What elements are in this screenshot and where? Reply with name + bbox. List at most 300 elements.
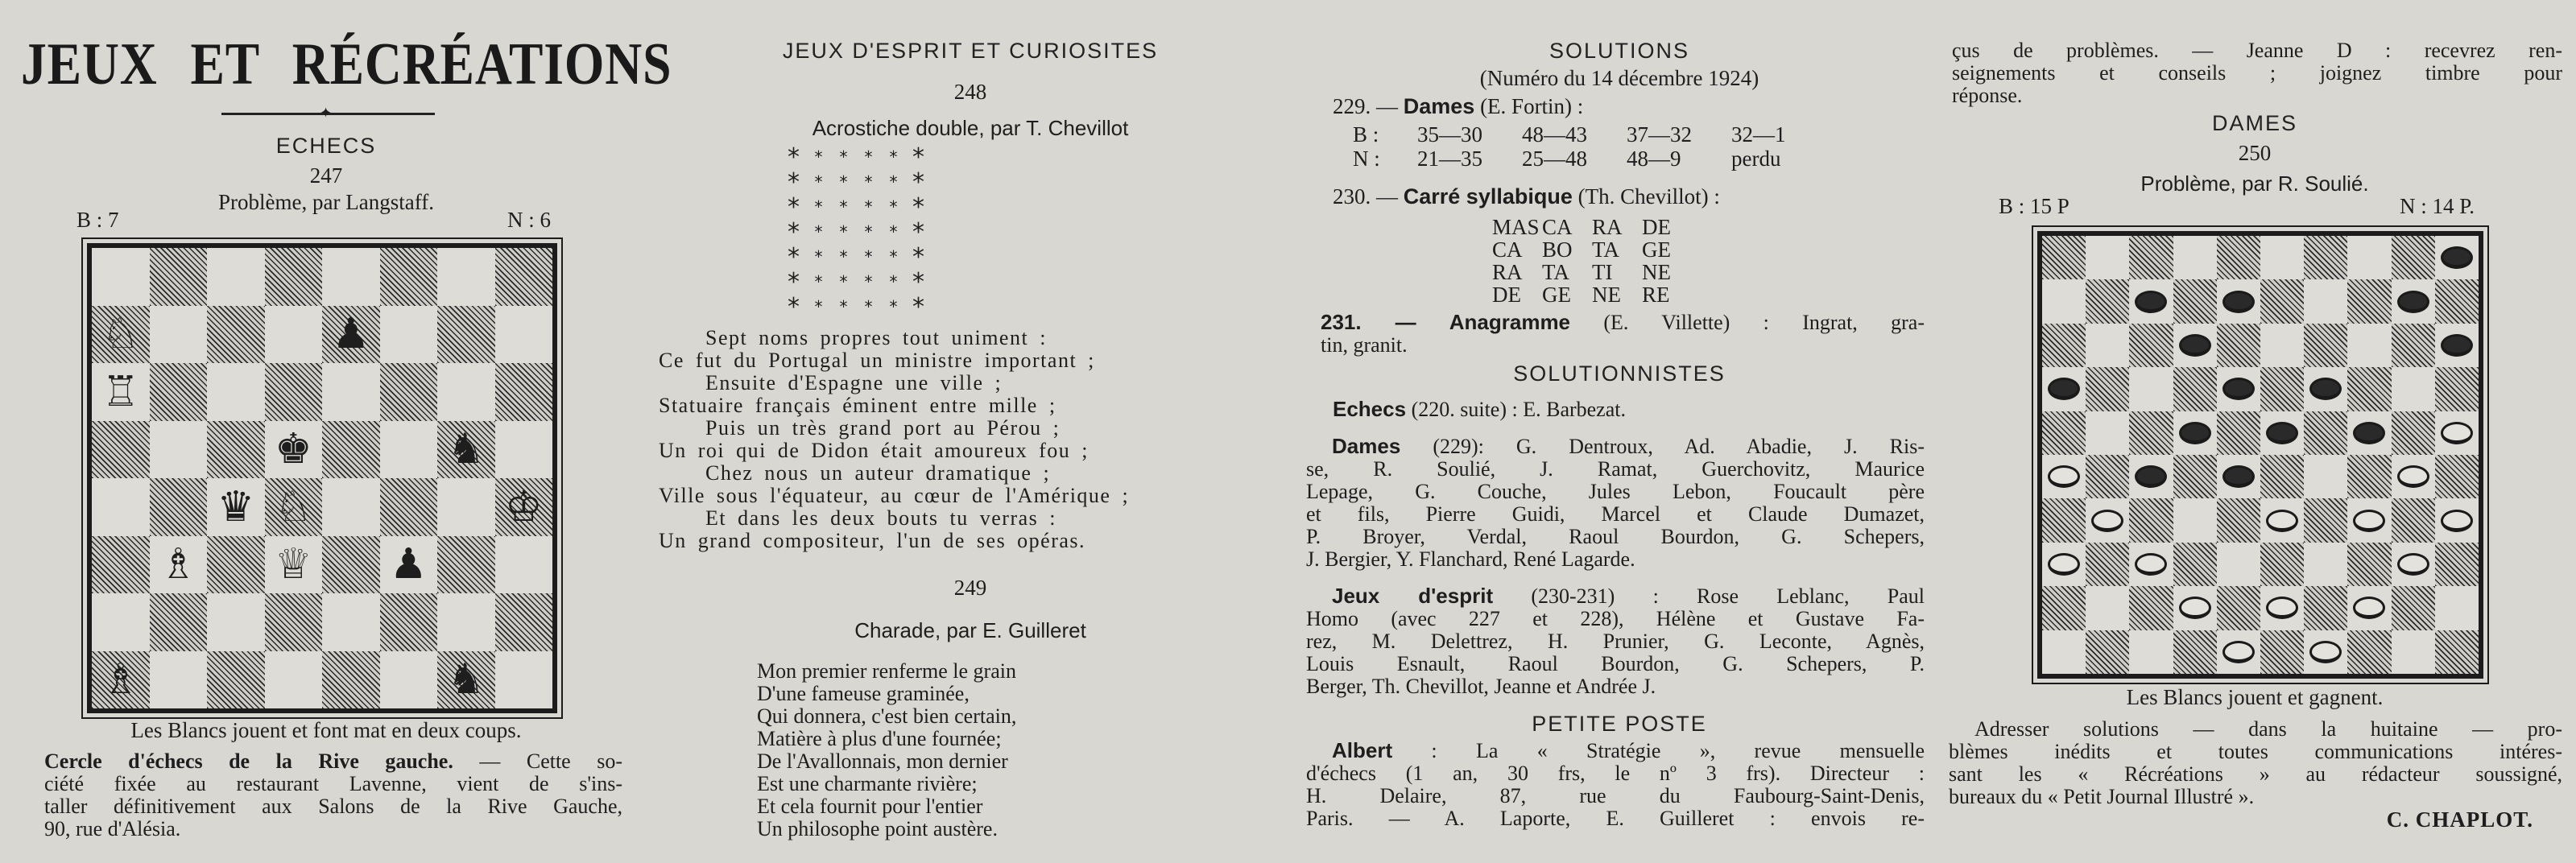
white-bishop-icon: ♗	[159, 540, 197, 589]
acrostic-star-icon: *	[839, 247, 848, 266]
draughts-square	[2304, 367, 2347, 411]
draughts-square	[2129, 236, 2173, 279]
acrostic-star-icon: *	[788, 243, 800, 271]
line-text: tin, granit.	[1321, 333, 1408, 357]
chess-square-e3	[322, 536, 380, 594]
chess-square-c8	[207, 248, 265, 306]
text-line	[1306, 807, 1925, 830]
white-checker-icon	[2048, 553, 2080, 576]
line-text: ciété fixée au restaurant Lavenne, vient de s'ins-	[44, 772, 622, 795]
black-checker-icon	[2135, 291, 2167, 313]
chess-square-f1	[380, 651, 438, 709]
draughts-square	[2435, 411, 2479, 455]
acrostic-poem	[659, 327, 1129, 552]
black-checker-icon	[2397, 291, 2429, 313]
line-text: : La « Stratégie », revue mensuelle	[1392, 739, 1925, 762]
line-text: 90, rue d'Alésia.	[44, 817, 181, 840]
draughts-square	[2304, 586, 2347, 630]
draughts-square	[2086, 279, 2129, 323]
syllable-cell: NE	[1642, 260, 1671, 284]
chess-square-d4	[265, 478, 323, 536]
draughts-square	[2173, 367, 2217, 411]
text-line	[757, 683, 1016, 705]
white-checker-icon	[2091, 510, 2123, 532]
chess-square-f5	[380, 421, 438, 479]
black-checker-icon	[2266, 422, 2298, 444]
poem-line: Un roi qui de Didon était amoureux fou ;	[659, 439, 1090, 462]
text-line	[1306, 630, 1925, 653]
white-knight-icon: ♘	[101, 310, 140, 359]
black-king-icon: ♚	[274, 425, 312, 474]
syllable-cell: RA	[1592, 215, 1623, 239]
draughts-square	[2304, 411, 2347, 455]
acrostic-star-icon: *	[839, 147, 848, 167]
acrostic-star-icon: *	[839, 172, 848, 192]
line-text: (230-231) : Rose Leblanc, Paul	[1493, 584, 1925, 608]
text-line	[1306, 675, 1925, 698]
white-checker-icon	[2309, 641, 2342, 663]
chess-caption: Les Blancs jouent et font mat en deux coups.	[130, 718, 522, 742]
syllable-cell: MAS	[1492, 215, 1540, 239]
solvers-echecs	[1333, 398, 1626, 421]
draughts-square	[2129, 630, 2173, 674]
line-text: Adresser solutions — dans la huitaine — pro-	[1974, 717, 2562, 741]
draughts-square	[2086, 236, 2129, 279]
black-knight-icon: ♞	[447, 425, 486, 474]
chess-square-a8	[92, 248, 150, 306]
esprit-heading: JEUX D'ESPRIT ET CURIOSITES	[782, 39, 1159, 63]
chess-square-d2	[265, 593, 323, 651]
draughts-square	[2304, 279, 2347, 323]
echecs-number: 247	[309, 163, 343, 188]
draughts-square	[2435, 630, 2479, 674]
acrostic-star-icon: *	[839, 222, 848, 242]
chess-square-e4	[322, 478, 380, 536]
echecs-heading: ECHECS	[275, 134, 377, 158]
white-checker-icon	[2222, 641, 2255, 663]
echecs-white-count: B : 7	[76, 208, 119, 232]
white-checker-icon	[2397, 465, 2429, 488]
solution-231	[1321, 311, 1925, 357]
text-line	[1321, 334, 1925, 357]
acrostic-star-icon: *	[912, 218, 924, 246]
acrostic-star-icon: *	[889, 247, 898, 266]
chess-square-d6	[265, 363, 323, 421]
draughts-square	[2217, 498, 2260, 542]
draughts-square	[2086, 455, 2129, 498]
echecs-black-count: N : 6	[507, 208, 551, 232]
chess-square-f4	[380, 478, 438, 536]
syllable-cell: TI	[1592, 260, 1613, 284]
draughts-square	[2173, 543, 2217, 586]
acrostic-star-icon: *	[889, 222, 898, 242]
acrostic-star-icon: *	[864, 272, 873, 291]
line-text: P. Broyer, Verdal, Raoul Bourdon, G. Schepers,	[1306, 525, 1925, 548]
draughts-square	[2304, 630, 2347, 674]
text-line	[757, 750, 1016, 773]
acrostic-star-icon: *	[814, 247, 823, 266]
line-text: Est une charmante rivière;	[757, 772, 978, 795]
solution-229	[1333, 95, 1583, 118]
draughts-square	[2217, 324, 2260, 367]
acrostic-star-icon: *	[814, 197, 823, 217]
draughts-square	[2347, 543, 2391, 586]
chess-square-c5	[207, 421, 265, 479]
line-text: Matière à plus d'une fournée;	[757, 727, 1002, 750]
draughts-square	[2173, 455, 2217, 498]
chess-square-c6	[207, 363, 265, 421]
charade-poem	[757, 660, 1016, 840]
acrostic-star-icon: *	[912, 293, 924, 321]
black-checker-icon	[2179, 422, 2211, 444]
chess-square-c1	[207, 651, 265, 709]
draughts-square	[2347, 630, 2391, 674]
draughts-square	[2173, 498, 2217, 542]
chess-square-a4	[92, 478, 150, 536]
black-queen-icon: ♛	[217, 482, 255, 531]
move-cell: 48—9	[1627, 147, 1681, 171]
chess-square-b4	[150, 478, 208, 536]
dames-white-count: B : 15 P	[1999, 194, 2069, 218]
chess-square-c2	[207, 593, 265, 651]
chess-square-h7	[495, 306, 553, 364]
draughts-square	[2129, 279, 2173, 323]
line-text: çus de problèmes. — Jeanne D : recevrez ren-	[1952, 39, 2562, 62]
white-checker-icon	[2048, 465, 2080, 488]
syllable-cell: RE	[1642, 283, 1670, 307]
chess-square-e2	[322, 593, 380, 651]
line-text: D'une fameuse graminée,	[757, 682, 970, 705]
acrostic-star-icon: *	[889, 147, 898, 167]
text-line	[44, 750, 622, 773]
chess-square-h4	[495, 478, 553, 536]
black-checker-icon	[2048, 378, 2080, 400]
white-checker-icon	[2135, 553, 2167, 576]
draughts-square	[2392, 236, 2435, 279]
draughts-square	[2129, 498, 2173, 542]
draughts-board	[2037, 231, 2483, 679]
acrostic-star-icon: *	[889, 197, 898, 217]
chess-square-f8	[380, 248, 438, 306]
chess-square-f3	[380, 536, 438, 594]
draughts-square	[2347, 279, 2391, 323]
acrostic-star-icon: *	[788, 168, 800, 196]
text-line	[757, 660, 1016, 683]
club-paragraph	[44, 750, 622, 840]
move-cell: perdu	[1731, 147, 1781, 171]
chess-square-a2	[92, 593, 150, 651]
draughts-square	[2129, 543, 2173, 586]
black-checker-icon	[2441, 246, 2473, 269]
white-bishop-icon: ♗	[101, 655, 140, 704]
acrostic-star-icon: *	[814, 147, 823, 167]
text-line	[757, 773, 1016, 795]
text-line	[1306, 481, 1925, 503]
white-checker-icon	[2353, 597, 2385, 619]
text-line	[757, 818, 1016, 840]
white-rook-icon: ♖	[101, 367, 140, 416]
line-text: (E. Villette) : Ingrat, gra-	[1570, 311, 1925, 334]
white-checker-icon	[2179, 597, 2211, 619]
chess-square-h3	[495, 536, 553, 594]
draughts-square	[2392, 367, 2435, 411]
text-line	[44, 795, 622, 818]
text-line	[1949, 763, 2562, 786]
draughts-square	[2129, 411, 2173, 455]
line-text: — Cette so-	[453, 749, 622, 773]
acrostic-star-icon: *	[864, 172, 873, 192]
solutions-heading: SOLUTIONS	[1548, 39, 1690, 63]
draughts-square	[2129, 367, 2173, 411]
move-cell: 21—35	[1417, 147, 1482, 171]
draughts-square	[2086, 324, 2129, 367]
text-line	[1306, 458, 1925, 481]
chess-square-e5	[322, 421, 380, 479]
draughts-square	[2260, 586, 2304, 630]
text-line	[1306, 435, 1925, 458]
line-text: seignements et conseils ; joignez timbre pour	[1952, 61, 2562, 85]
chess-square-b8	[150, 248, 208, 306]
chess-square-a5	[92, 421, 150, 479]
chess-square-b6	[150, 363, 208, 421]
text-line	[44, 773, 622, 795]
move-cell: 35—30	[1417, 122, 1482, 147]
solvers-heading: SOLUTIONNISTES	[1513, 361, 1726, 386]
draughts-square	[2217, 630, 2260, 674]
draughts-square	[2217, 279, 2260, 323]
chess-square-f6	[380, 363, 438, 421]
ornament-cross-icon: ✦	[320, 105, 333, 121]
echecs-problem-title: Problème, par Langstaff.	[218, 190, 434, 214]
paragraph-lead: 231. — Anagramme	[1321, 310, 1571, 334]
submission-notice	[1949, 718, 2562, 808]
line-text: H. Delaire, 87, rue du Faubourg-Saint-Denis,	[1306, 784, 1925, 807]
chess-square-g4	[437, 478, 495, 536]
draughts-square	[2392, 586, 2435, 630]
draughts-square	[2260, 543, 2304, 586]
acrostic-star-icon: *	[889, 272, 898, 291]
line-text: Paris. — A. Laporte, E. Guilleret : envois re-	[1306, 807, 1925, 830]
chess-board	[87, 243, 557, 713]
chess-square-c7	[207, 306, 265, 364]
chess-square-a7	[92, 306, 150, 364]
draughts-square	[2129, 586, 2173, 630]
paragraph-lead: Cercle d'échecs de la Rive gauche.	[44, 749, 453, 773]
line-text: Mon premier renferme le grain	[757, 659, 1016, 683]
draughts-square	[2260, 630, 2304, 674]
acrostic-star-icon: *	[814, 297, 823, 316]
draughts-square	[2042, 630, 2086, 674]
draughts-square	[2304, 498, 2347, 542]
acrostic-star-icon: *	[864, 222, 873, 242]
syllable-cell: CA	[1492, 237, 1523, 262]
text-line	[1321, 311, 1925, 334]
draughts-square	[2217, 586, 2260, 630]
black-pawn-icon: ♟	[389, 540, 428, 589]
dames-problem-title: Problème, par R. Soulié.	[2140, 171, 2369, 196]
acrostic-star-icon: *	[889, 297, 898, 316]
poem-line: Un grand compositeur, l'un de ses opéras.	[659, 529, 1086, 552]
solvers-jeux-esprit	[1306, 584, 1925, 698]
acrostic-grid	[781, 143, 931, 321]
draughts-square	[2347, 586, 2391, 630]
solutions-issue: (Numéro du 14 décembre 1924)	[1479, 66, 1759, 90]
line-text: sant les « Récréations » au rédacteur soussigné,	[1949, 762, 2562, 786]
draughts-square	[2347, 324, 2391, 367]
line-text: Berger, Th. Chevillot, Jeanne et Andrée J.	[1306, 675, 1656, 698]
text-line	[1306, 739, 1925, 762]
poem-line: Ensuite d'Espagne une ville ;	[705, 371, 1003, 394]
white-checker-icon	[2441, 510, 2473, 532]
acrostic-star-icon: *	[788, 218, 800, 246]
syllable-cell: DE	[1492, 283, 1521, 307]
line-text: De l'Avallonnais, mon dernier	[757, 749, 1008, 773]
draughts-square	[2042, 543, 2086, 586]
syllable-cell: GE	[1642, 237, 1671, 262]
line-text: taller définitivement aux Salons de la Rive Gauche,	[44, 795, 622, 818]
text-line	[1306, 608, 1925, 630]
acrostic-star-icon: *	[864, 297, 873, 316]
acrostic-star-icon: *	[912, 268, 924, 296]
chess-square-b5	[150, 421, 208, 479]
solvers-dames	[1306, 435, 1925, 571]
acrostic-star-icon: *	[912, 143, 924, 171]
chess-square-b2	[150, 593, 208, 651]
syllable-cell: CA	[1542, 215, 1573, 239]
syllable-cell: TA	[1592, 237, 1619, 262]
poem-line: Et dans les deux bouts tu verras :	[705, 506, 1056, 530]
draughts-square	[2086, 630, 2129, 674]
draughts-square	[2217, 367, 2260, 411]
draughts-square	[2217, 455, 2260, 498]
text-line	[1949, 718, 2562, 741]
solution-229-author: (E. Fortin) :	[1480, 94, 1584, 118]
black-checker-icon	[2309, 378, 2342, 400]
solution-230-label: Carré syllabique	[1403, 184, 1573, 209]
chess-square-e8	[322, 248, 380, 306]
draughts-square	[2304, 324, 2347, 367]
acrostic-star-icon: *	[912, 243, 924, 271]
chess-square-e7	[322, 306, 380, 364]
line-text: réponse.	[1952, 84, 2023, 107]
chess-square-g6	[437, 363, 495, 421]
draughts-square	[2392, 411, 2435, 455]
black-checker-icon	[2222, 465, 2255, 488]
black-checker-icon	[2222, 291, 2255, 313]
signature: C. CHAPLOT.	[2386, 807, 2533, 832]
line-text: blèmes inédits et toutes communications intéres-	[1949, 740, 2562, 763]
draughts-square	[2129, 324, 2173, 367]
draughts-square	[2173, 630, 2217, 674]
acrostic-star-icon: *	[864, 247, 873, 266]
chess-square-e6	[322, 363, 380, 421]
draughts-square	[2392, 324, 2435, 367]
text-line	[757, 705, 1016, 728]
draughts-square	[2392, 455, 2435, 498]
draughts-square	[2347, 236, 2391, 279]
acrostic-title: Acrostiche double, par T. Chevillot	[812, 116, 1129, 140]
number-249: 249	[953, 576, 987, 600]
page-title: JEUX ET RÉCRÉATIONS	[21, 31, 672, 97]
chess-square-f2	[380, 593, 438, 651]
ornament-divider	[221, 105, 435, 121]
draughts-square	[2347, 455, 2391, 498]
draughts-square	[2260, 455, 2304, 498]
poem-line: Ce fut du Portugal un ministre important ;	[659, 349, 1095, 372]
solution-229-moves	[1353, 122, 1804, 171]
draughts-square	[2347, 498, 2391, 542]
chess-square-g1	[437, 651, 495, 709]
syllable-cell: GE	[1542, 283, 1571, 307]
text-line	[1306, 785, 1925, 807]
text-line	[757, 795, 1016, 818]
white-checker-icon	[2441, 422, 2473, 444]
solution-230	[1333, 185, 1720, 208]
move-cell: 37—32	[1627, 122, 1692, 147]
text-line	[1306, 526, 1925, 548]
syllable-cell: DE	[1642, 215, 1671, 239]
acrostic-star-icon: *	[814, 272, 823, 291]
acrostic-star-icon: *	[788, 268, 800, 296]
black-checker-icon	[2353, 422, 2385, 444]
draughts-square	[2042, 324, 2086, 367]
draughts-square	[2042, 279, 2086, 323]
chess-square-g3	[437, 536, 495, 594]
draughts-square	[2435, 236, 2479, 279]
acrostic-star-icon: *	[788, 143, 800, 171]
chess-square-h5	[495, 421, 553, 479]
chess-square-h1	[495, 651, 553, 709]
line-text: se, R. Soulié, J. Ramat, Guerchovitz, Maurice	[1306, 457, 1925, 481]
paragraph-lead: Jeux d'esprit	[1332, 584, 1494, 608]
acrostic-star-icon: *	[912, 168, 924, 196]
line-text: d'échecs (1 an, 30 frs, le nº 3 frs). Directeur :	[1306, 762, 1925, 785]
move-cell: B :	[1353, 122, 1379, 147]
draughts-square	[2435, 586, 2479, 630]
chess-square-h8	[495, 248, 553, 306]
chess-square-d3	[265, 536, 323, 594]
draughts-square	[2042, 498, 2086, 542]
draughts-square	[2435, 324, 2479, 367]
acrostic-star-icon: *	[788, 293, 800, 321]
line-text: et fils, Pierre Guidi, Marcel et Claude Dumazet,	[1306, 502, 1925, 526]
chess-square-b7	[150, 306, 208, 364]
draughts-square	[2304, 455, 2347, 498]
acrostic-star-icon: *	[788, 193, 800, 221]
move-cell: 25—48	[1522, 147, 1587, 171]
text-line	[1952, 62, 2562, 85]
draughts-square	[2435, 279, 2479, 323]
poste-continued	[1952, 39, 2562, 107]
draughts-square	[2173, 586, 2217, 630]
black-checker-icon	[2441, 334, 2473, 357]
draughts-square	[2392, 279, 2435, 323]
solution-229-label: Dames	[1403, 94, 1475, 118]
solution-229-number: 229. —	[1333, 94, 1398, 118]
text-line	[1949, 786, 2562, 808]
text-line	[1952, 85, 2562, 107]
dames-black-count: N : 14 P.	[2400, 194, 2475, 218]
draughts-square	[2304, 543, 2347, 586]
acrostic-star-icon: *	[839, 197, 848, 217]
draughts-square	[2086, 586, 2129, 630]
line-text: Louis Esnault, Raoul Bourdon, G. Schepers, P.	[1306, 652, 1925, 675]
chess-square-b1	[150, 651, 208, 709]
draughts-square	[2260, 498, 2304, 542]
draughts-square	[2435, 455, 2479, 498]
draughts-square	[2042, 455, 2086, 498]
draughts-square	[2347, 411, 2391, 455]
